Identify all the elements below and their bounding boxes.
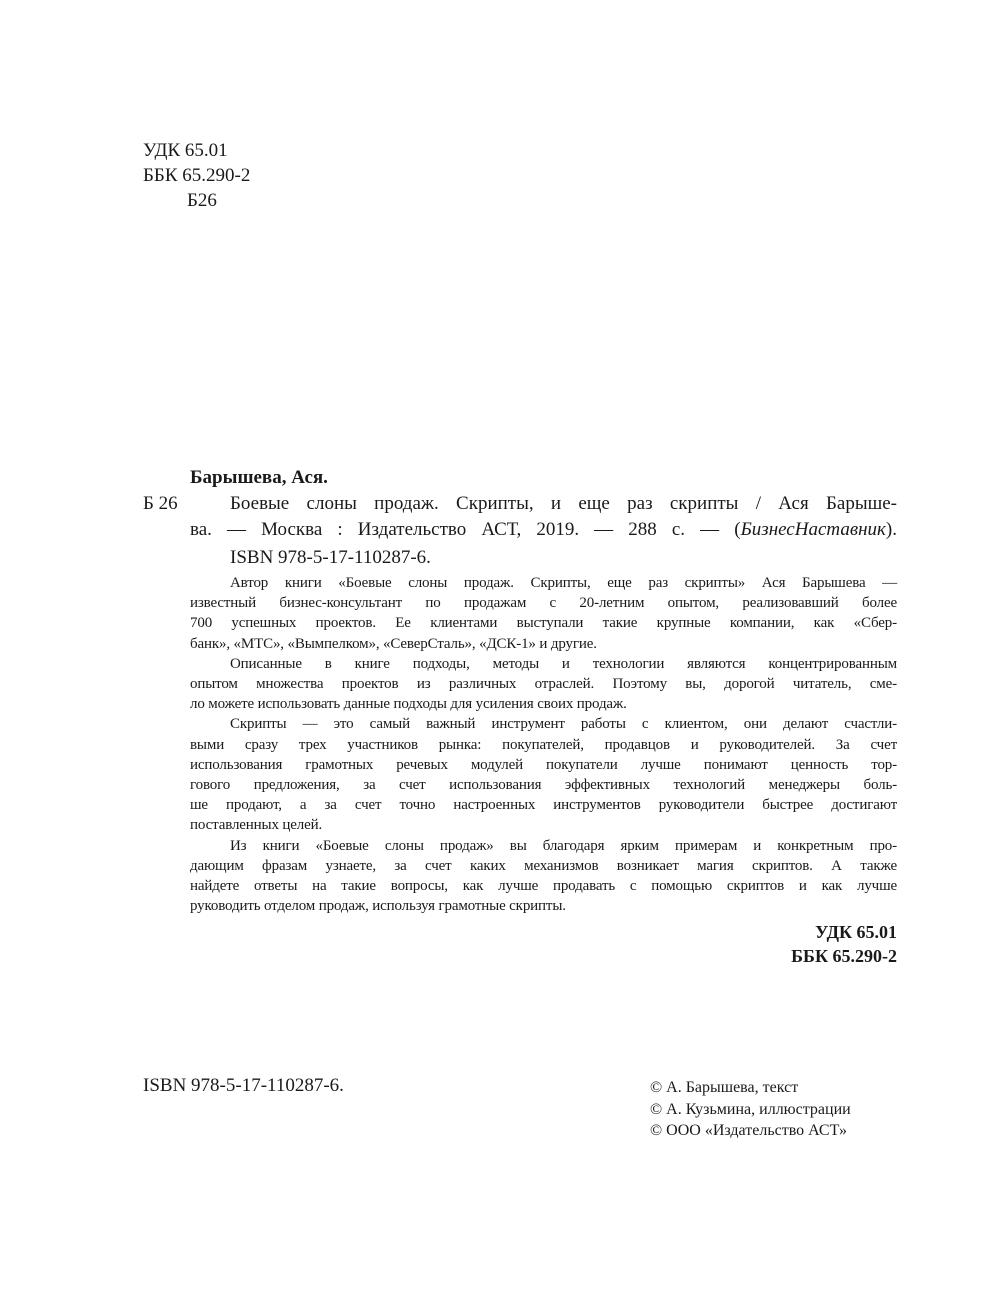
title-line-2 — [190, 517, 897, 543]
author-mark: Б 26 — [143, 493, 178, 514]
bbk-code: ББК 65.290-2 — [791, 946, 897, 966]
copyright-block — [650, 1077, 851, 1142]
annotation-line: банк», «МТС», «Вымпелком», «СеверСталь», «ДСК-1» и другие. — [190, 635, 597, 652]
annotation-line: гового предложения, за счет использования эффективных технологий менеджеры боль- — [190, 777, 897, 794]
annotation-line: Автор книги «Боевые слоны продаж. Скрипты, еще раз скрипты» Ася Барышева — — [230, 575, 897, 591]
udk-code-top: УДК 65.01 — [143, 140, 228, 161]
annotation-line: поставленных целей. — [190, 817, 323, 834]
annotation-line: Скрипты — это самый важный инструмент работы с клиентом, они делают счастли- — [230, 716, 897, 733]
isbn-record: ISBN 978-5-17-110287-6. — [230, 547, 431, 568]
isbn-footer: ISBN 978-5-17-110287-6. — [143, 1075, 344, 1096]
annotation-line: 700 успешных проектов. Ее клиентами выступали такие крупные компании, как «Сбер- — [190, 615, 897, 632]
author-mark-top: Б26 — [187, 190, 217, 211]
bibliographic-description — [190, 491, 897, 571]
series-close: ). — [885, 518, 897, 540]
annotation-line: ше продают, а за счет точно настроенных инструментов руководители быстрее достигают — [190, 797, 897, 814]
annotation-line: дающим фразам узнаете, за счет каких механизмов возникает магия скриптов. А также — [190, 857, 897, 874]
series-name: БизнесНаставник — [740, 518, 886, 540]
copyright-line: © А. Барышева, текст — [650, 1079, 799, 1096]
author-heading: Барышева, Ася. — [190, 467, 328, 488]
copyright-line: © ООО «Издательство АСТ» — [650, 1122, 847, 1139]
classification-codes — [791, 920, 897, 968]
annotation-line: Из книги «Боевые слоны продаж» вы благодаря ярким примерам и конкретным про- — [230, 837, 897, 854]
annotation-line: руководить отделом продаж, используя грамотные скрипты. — [190, 898, 566, 915]
title-line-1: Боевые слоны продаж. Скрипты, и еще раз скрипты / Ася Барыше- — [230, 493, 897, 514]
annotation-line: выми сразу трех участников рынка: покупателей, продавцов и руководителей. За счет — [190, 736, 897, 753]
annotation-line: найдете ответы на такие вопросы, как лучше продавать с помощью скриптов и как лучше — [190, 878, 897, 895]
annotation-line: Описанные в книге подходы, методы и технологии являются концентрированным — [230, 655, 897, 672]
annotation-line: опытом множества проектов из различных отраслей. Поэтому вы, дорогой читатель, сме- — [190, 676, 897, 693]
udk-code: УДК 65.01 — [815, 922, 897, 942]
bbk-code-top: ББК 65.290-2 — [143, 165, 251, 186]
annotation-line: известный бизнес-консультант по продажам с 20-летним опытом, реализовавший более — [190, 595, 897, 612]
copyright-line: © А. Кузьмина, иллюстрации — [650, 1100, 851, 1118]
imprint-text: ва. — Москва : Издательство АСТ, 2019. — 288 с. — ( — [190, 518, 741, 540]
annotation-line: использования грамотных речевых модулей покупатели лучше понимают ценность тор- — [190, 756, 897, 773]
annotation-line: ло можете использовать данные подходы для усиления своих продаж. — [190, 696, 627, 713]
annotation — [190, 573, 897, 916]
